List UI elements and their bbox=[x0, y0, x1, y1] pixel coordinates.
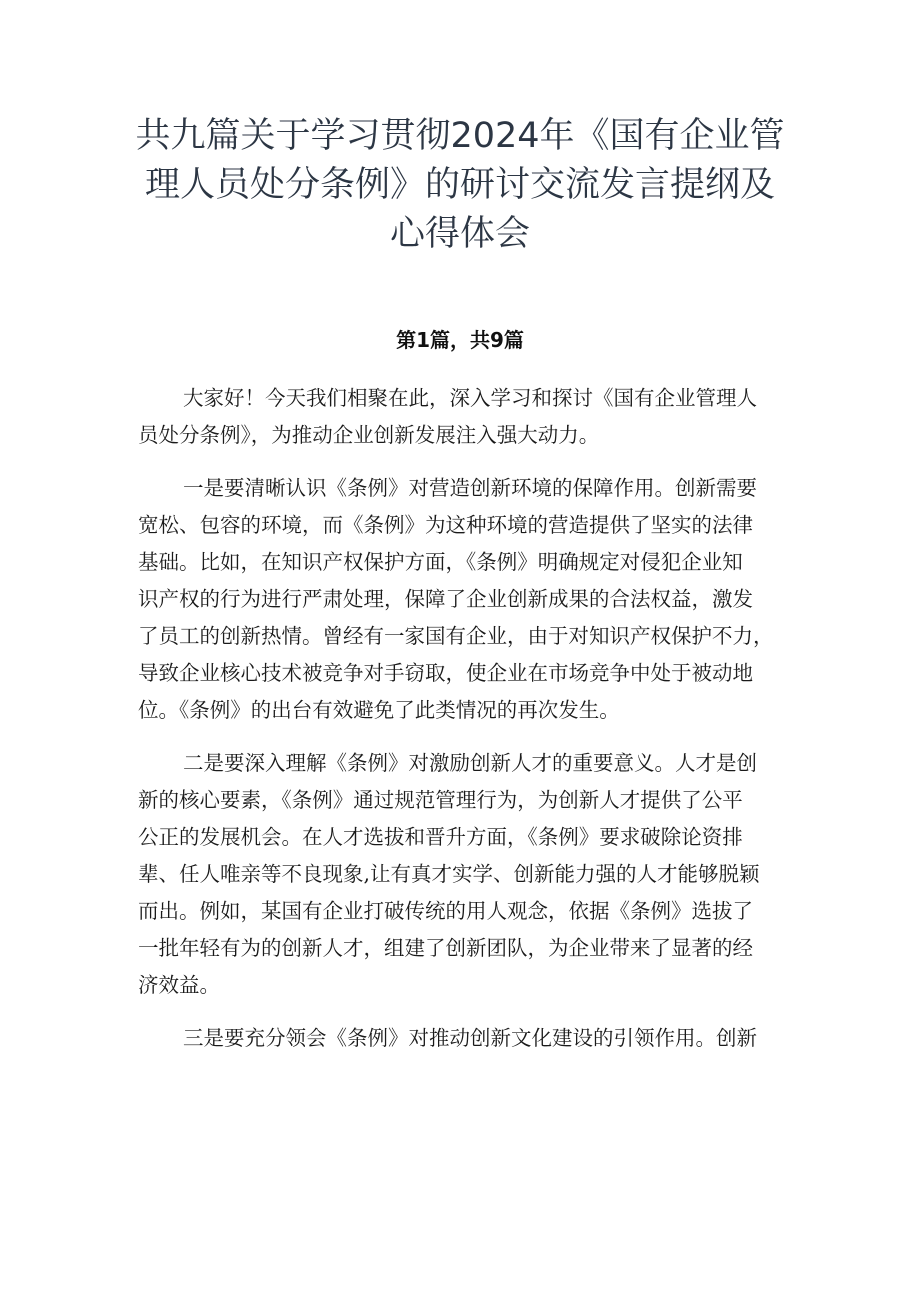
paragraph bbox=[138, 470, 798, 729]
paragraph bbox=[138, 380, 798, 454]
text-line: 济效益。 bbox=[138, 973, 220, 997]
document-title bbox=[120, 112, 800, 259]
text-line: 三是要充分领会《条例》对推动创新文化建设的引领作用。创新 bbox=[183, 1026, 757, 1050]
paragraph bbox=[138, 745, 798, 1004]
text-line: 大家好！今天我们相聚在此，深入学习和探讨《国有企业管理人 bbox=[183, 386, 757, 410]
text-line: 公正的发展机会。在人才选拔和晋升方面，《条例》要求破除论资排 bbox=[138, 825, 743, 849]
text-line: 一是要清晰认识《条例》对营造创新环境的保障作用。创新需要 bbox=[183, 476, 757, 500]
text-line: 一批年轻有为的创新人才，组建了创新团队，为企业带来了显著的经 bbox=[138, 936, 753, 960]
text-line: 基础。比如，在知识产权保护方面，《条例》明确规定对侵犯企业知 bbox=[138, 550, 743, 574]
title-line: 心得体会 bbox=[389, 214, 530, 254]
text-line: 新的核心要素，《条例》通过规范管理行为，为创新人才提供了公平 bbox=[138, 788, 743, 812]
document-body bbox=[138, 380, 798, 1073]
text-line: 导致企业核心技术被竞争对手窃取，使企业在市场竞争中处于被动地 bbox=[138, 661, 753, 685]
text-line: 辈、任人唯亲等不良现象,让有真才实学、创新能力强的人才能够脱颖 bbox=[138, 862, 760, 886]
text-line: 识产权的行为进行严肃处理，保障了企业创新成果的合法权益，激发 bbox=[138, 587, 753, 611]
title-line: 理人员处分条例》的研讨交流发言提纲及 bbox=[144, 165, 775, 205]
text-line: 二是要深入理解《条例》对激励创新人才的重要意义。人才是创 bbox=[183, 751, 757, 775]
text-line: 了员工的创新热情。曾经有一家国有企业，由于对知识产权保护不力， bbox=[138, 624, 774, 648]
title-line: 共九篇关于学习贯彻2024年《国有企业管 bbox=[135, 116, 785, 156]
paragraph bbox=[138, 1020, 798, 1057]
text-line: 员处分条例》，为推动企业创新发展注入强大动力。 bbox=[138, 423, 600, 447]
text-line: 而出。例如，某国有企业打破传统的用人观念，依据《条例》选拔了 bbox=[138, 899, 753, 923]
section-heading: 第1篇，共9篇 bbox=[396, 328, 524, 352]
text-line: 宽松、包容的环境，而《条例》为这种环境的营造提供了坚实的法律 bbox=[138, 513, 753, 537]
text-line: 位。《条例》的出台有效避免了此类情况的再次发生。 bbox=[138, 698, 620, 722]
